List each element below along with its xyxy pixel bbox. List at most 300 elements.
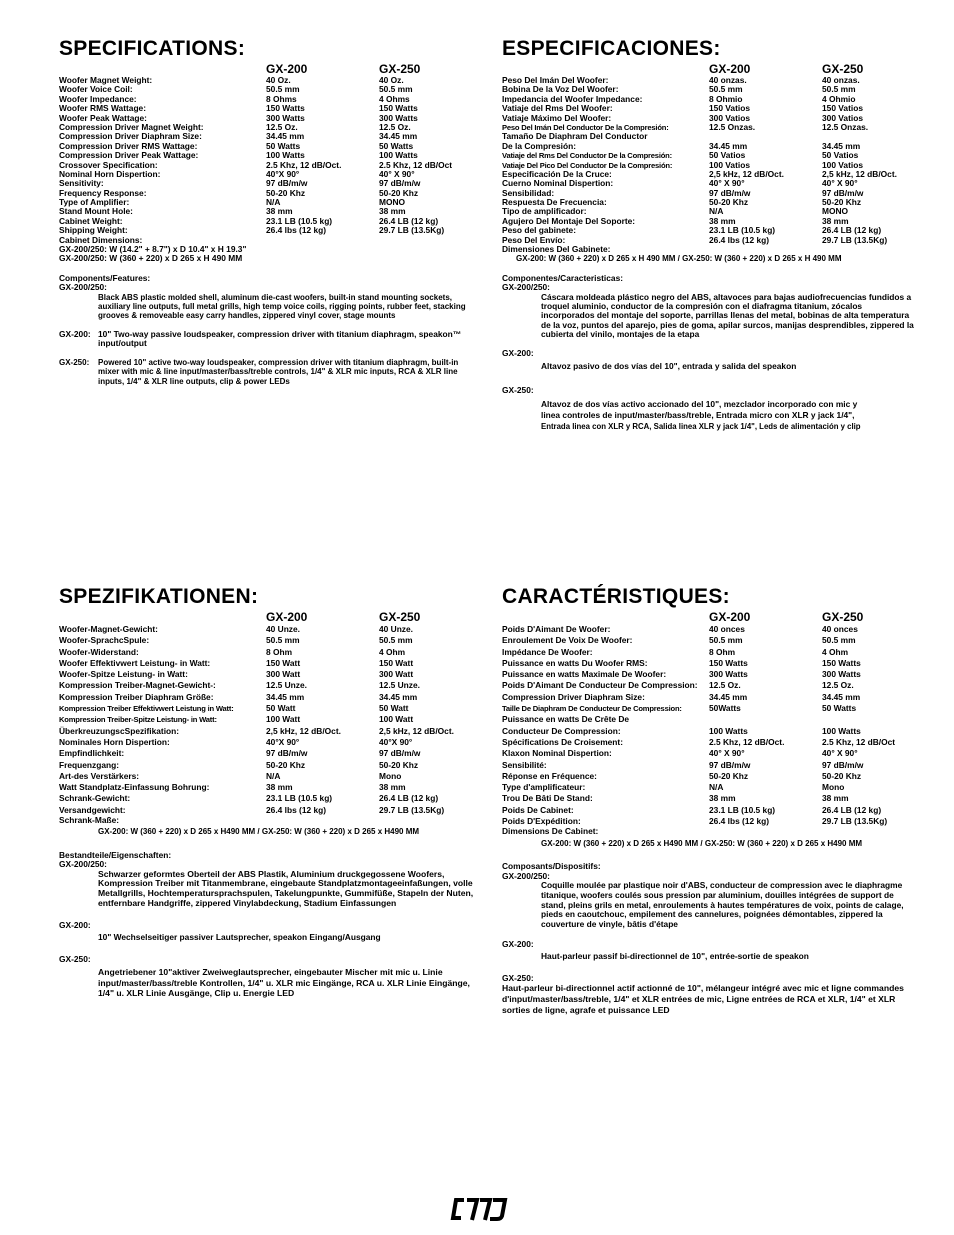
spec-value-gx250: 12.5 Unze. [379,680,420,691]
gx250-text: Haut-parleur bi-directionnel actif actionné de 10", mélangeur intégré avec mic et ligne commandes d'input/master/bass/treble, 1/4" et XLR entrées de mic, Ligne entrées de RCA et XLR, 1/4" et XLR sorties de ligne, agrafe et puissance LED [502,983,904,1016]
model-gx250: GX-250 [822,62,864,76]
spec-value-gx200: 50-20 Khz [709,770,749,781]
spec-label: Schrank-Gewicht: [59,793,131,804]
spec-value-gx200: 12.5 Unze. [266,680,307,691]
spec-value-gx250: 26.4 LB (12 kg) [379,215,439,226]
section-title: CARACTÉRISTIQUES: [502,585,730,608]
spec-value-gx200: 2.5 Khz, 12 dB/Oct. [266,159,342,170]
spec-label: Compression Driver Diaphram Size: [502,691,645,702]
spec-label: Especificación De la Cruce: [502,168,612,179]
model-header [59,62,474,76]
spec-label: Sensitivity: [59,178,104,189]
model-header [59,610,474,624]
spec-label: Tipo de amplificador: [502,206,587,217]
spec-value-gx250: 12.5 Onzas. [822,121,869,132]
spec-value-gx250: 29.7 LB (13.5Kg) [822,816,888,827]
gx250-text-line: Entrada linea con XLR y RCA, Salida linea XLR y jack 1/4", Leds de alimentación y clip [541,421,861,431]
gx200-text: Altavoz pasivo de dos vías del 10", entrada y salida del speakon [541,361,797,372]
spec-value-gx250: Mono [379,770,402,781]
spec-value-gx200: N/A [709,206,724,217]
components-label: Components/Features: [59,272,151,283]
spec-row [502,635,917,646]
spec-label: Enroulement De Voix De Woofer: [502,635,633,646]
spec-value-gx200: 8 Ohms [266,93,297,104]
spec-value-gx250: 12.5 Oz. [822,680,854,691]
spec-value-gx200: 26.4 lbs (12 kg) [709,234,770,245]
spec-value-gx250: 40° X 90° [822,178,858,189]
spec-rows [59,76,474,236]
spec-row [59,782,474,793]
spec-label: Frequenzgang: [59,759,120,770]
spec-value-gx250: 29.7 LB (13.5Kg) [822,234,888,245]
specs-german [59,584,474,999]
spec-value-gx250: 26.4 LB (12 kg) [822,804,882,815]
spec-label: Respuesta De Frecuencia: [502,197,607,208]
spec-value-gx250: 97 dB/m/w [379,748,421,759]
spec-rows [502,76,917,245]
spec-value-gx250: 29.7 LB (13.5Kg) [379,225,445,236]
spec-value-gx250: 300 Watts [379,112,418,123]
gx200-label: GX-200: [59,328,91,339]
spec-value-gx250: 97 dB/m/w [822,187,864,198]
spec-label: Woofer Impedance: [59,93,137,104]
spec-value-gx200: 2.5 Khz, 12 dB/Oct. [709,736,785,747]
spec-label: Sensibilité: [502,759,547,770]
spec-label: Woofer-Spitze Leistung- in Watt: [59,669,188,680]
spec-value-gx200: 50.5 mm [709,84,743,95]
spec-value-gx250: 40 onces [822,624,858,634]
spec-label: Cabinet Weight: [59,215,123,226]
spec-label: Stand Mount Hole: [59,206,133,217]
spec-label: Empfindlichkeit: [59,748,125,759]
spec-label: Cuerno Nominal Dispertion: [502,178,614,189]
spec-label: Réponse en Fréquence: [502,770,597,781]
spec-row [502,669,917,680]
spec-value-gx200: 300 Vatios [709,112,750,123]
spec-label: Trou De Bâti De Stand: [502,793,593,804]
spec-value-gx200: N/A [709,782,724,793]
spec-label: Poids D'Aimant De Woofer: [502,624,611,634]
model-gx200: GX-200 [709,610,751,624]
spec-label: Woofer-SprachcSpule: [59,635,150,646]
spec-value-gx250: 2.5 Khz, 12 dB/Oct [379,159,453,170]
spec-value-gx200: 40 onzas. [709,75,747,85]
spec-value-gx250: 40 Oz. [379,75,404,85]
spec-value-gx250: 50-20 Khz [379,759,419,770]
spec-value-gx200: 8 Ohmio [709,93,743,104]
spec-value-gx200: N/A [266,770,281,781]
gx250-text: Angetriebener 10"aktiver Zweiweglautsprecher, eingebauter Mischer mit mic u. Linie input/master/bass/treble Kontrollen, 1/4" u. XLR mic Eingänge, RCA u. XLR Linie Eingänge, 1/4" u. XLR Linie Ausgänge, Clip u. Energie LED [98,967,470,999]
spec-value-gx250: 26.4 LB (12 kg) [822,225,882,236]
spec-value-gx250: 50 Watts [379,140,414,151]
spec-value-gx250: 38 mm [822,215,849,226]
components-model: GX-200/250: [59,282,107,293]
spec-label: Woofer-Widerstand: [59,646,139,657]
spec-value-gx250: 4 Ohms [379,93,410,104]
spec-label: Kompression Treiber-Magnet-Gewicht-: [59,680,216,691]
spec-label: Impédance De Woofer: [502,646,593,657]
spec-value-gx200: 100 Watts [266,150,305,161]
gx200-text: 10" Wechselseitiger passiver Lautsprecher, speakon Eingang/Ausgang [98,932,381,943]
gx200-description [59,330,474,349]
spec-value-gx200: 50-20 Khz [266,759,306,770]
spec-value-gx250: 50.5 mm [379,635,413,646]
spec-value-gx250: 97 dB/m/w [822,759,864,770]
spec-label: Kompression Treiber-Spitze Leistung- in Watt: [59,715,217,725]
spec-value-gx250: 38 mm [379,206,406,217]
spec-value-gx200: 40° X 90° [709,748,745,759]
spec-label: Klaxon Nominal Dispertion: [502,748,612,759]
spec-value-gx200: 40° X 90° [709,178,745,189]
spec-row [502,658,917,669]
spec-row [502,737,917,748]
spec-value-gx250: 50 Watt [379,703,409,714]
spec-value-gx250: MONO [379,197,406,208]
spec-label: Type d'amplificateur: [502,782,586,793]
spec-label: Nominales Horn Dispertion: [59,736,170,747]
spec-label: Vatiaje del Rms Del Conductor De la Compresión: [502,151,672,161]
spec-value-gx250: 300 Vatios [822,112,863,123]
spec-label: Watt Standplatz-Einfassung Bohrung: [59,782,210,793]
spec-row [59,748,474,759]
spec-value-gx250: 50.5 mm [822,635,856,646]
spec-value-gx250: 2,5 kHz, 12 dB/Oct. [822,168,897,179]
spec-value-gx200: 40 onces [709,624,745,634]
spec-label: Impedancia del Woofer Impedance: [502,93,643,104]
spec-row [502,805,917,816]
model-header [502,62,917,76]
components-text: Black ABS plastic molded shell, aluminum die-cast woofers, built-in stand mounting sockets, auxiliary line outputs, full metal grills, high temp voice coils, rigging points, rubber feet, stacking grooves & removeable easy carry handles, zippered vinyl cover, stage mounts [98,292,466,321]
spec-row [59,624,474,635]
components-text: Schwarzer geformtes Oberteil der ABS Plastik, Aluminium druckgegossene Woofers, Kompression Treiber mit Titanmembrane, eingebaute Standplatzmontageeinfaßungen, volle Metallgrills, Hochtemperatursprachspulen, Takelungpunkte, Gummifüße, Stapeln der Nuten, entfernbare Handgriffe, zippered Vinylabdeckung, Stadium Einfassungen [98,868,474,909]
spec-value-gx200: 300 Watt [266,669,301,680]
spec-row [59,805,474,816]
spec-row [502,793,917,804]
spec-value-gx250: 34.45 mm [379,691,418,702]
spec-label: Woofer Effektivwert Leistung- in Watt: [59,657,211,668]
spec-value-gx200: 40°X 90° [266,168,300,179]
spec-label: Woofer RMS Wattage: [59,103,147,114]
spec-value-gx200: 97 dB/m/w [709,759,751,770]
spec-row [59,647,474,658]
gx200-label: GX-200: [502,938,534,949]
spec-value-gx200: 50 Vatios [709,150,746,161]
spec-row [502,714,917,725]
components-label: Bestandteile/Eigenschaften: [59,849,172,860]
spec-value-gx200: 50 Watt [266,703,296,714]
spec-value-gx250: 50 Watts [822,703,857,714]
spec-value-gx200: 50 Watts [266,140,301,151]
spec-value-gx200: 50.5 mm [266,635,300,646]
spec-label: Taille De Diaphram De Conducteur De Compression: [502,704,682,714]
spec-value-gx250: 100 Watt [379,714,414,725]
spec-row [59,771,474,782]
spec-label: Tamaño De Diaphram Del Conductor [502,131,648,142]
gx200-text: 10" Two-way passive loudspeaker, compression driver with titanium diaphragm, speakon™ input/output [98,328,462,349]
spec-label: ÜberkreuzungscSpezifikation: [59,725,180,736]
spec-value-gx250: 2.5 Khz, 12 dB/Oct [822,736,896,747]
spec-value-gx200: 40°X 90° [266,736,300,747]
spec-label: Woofer Magnet Weight: [59,75,153,85]
spec-value-gx250: 97 dB/m/w [379,178,421,189]
spec-value-gx200: 34.45 mm [266,131,305,142]
spec-row [502,748,917,759]
spec-label: Woofer Peak Wattage: [59,112,147,123]
spec-row [59,737,474,748]
gx250-label: GX-250: [59,357,90,367]
dims-value: GX-200: W (360 + 220) x D 265 x H490 MM / GX-250: W (360 + 220) x D 265 x H490 MM [98,827,420,837]
spec-value-gx200: 2,5 kHz, 12 dB/Oct. [266,725,341,736]
spec-value-gx200: 38 mm [266,782,293,793]
spec-value-gx250: 150 Watts [822,657,861,668]
dims-value: GX-200: W (360 + 220) x D 265 x H490 MM / GX-250: W (360 + 220) x D 265 x H490 MM [541,838,863,848]
spec-value-gx200: 50-20 Khz [709,197,749,208]
spec-row [59,680,474,691]
gx250-text-line: linea controles de input/master/bass/treble, Entrada micro con XLR y jack 1/4", [541,409,855,420]
spec-value-gx200: 26.4 lbs (12 kg) [709,816,770,827]
spec-value-gx200: 12.5 Oz. [709,680,741,691]
spec-row [59,635,474,646]
gx250-text [502,399,917,432]
spec-row [59,793,474,804]
spec-value-gx250: 40 Unze. [379,624,413,634]
spec-row [502,624,917,635]
spec-value-gx200: 100 Watts [709,725,748,736]
spec-value-gx200: 34.45 mm [266,691,305,702]
spec-value-gx250: Mono [822,782,845,793]
spec-row [502,647,917,658]
spec-value-gx250: 40° X 90° [379,168,415,179]
specs-french [502,584,917,1016]
spec-value-gx250: MONO [822,206,849,217]
spec-value-gx200: 100 Vatios [709,159,750,170]
spec-label: Peso Del Imán Del Conductor De la Compresión: [502,122,669,132]
spec-value-gx200: 150 Vatios [709,103,750,114]
spec-value-gx200: 34.45 mm [709,140,748,151]
spec-value-gx250: 4 Ohmio [822,93,856,104]
spec-value-gx200: 97 dB/m/w [266,748,308,759]
spec-label: De la Compresión: [502,140,576,151]
spec-value-gx250: 50.5 mm [379,84,413,95]
spec-value-gx250: 4 Ohm [379,646,406,657]
spec-value-gx200: 23.1 LB (10.5 kg) [709,225,776,236]
spec-value-gx250: 40 onzas. [822,75,860,85]
spec-label: Kompression Treiber Effektivwert Leistung in Watt: [59,704,234,714]
section-title: SPECIFICATIONS: [59,37,246,60]
gx200-label: GX-200: [59,919,91,930]
spec-rows [59,624,474,816]
spec-value-gx200: 23.1 LB (10.5 kg) [266,215,333,226]
spec-value-gx250: 300 Watt [379,669,414,680]
spec-label: Vatiaje Máximo Del Woofer: [502,112,612,123]
model-header [502,610,917,624]
spec-value-gx200: 97 dB/m/w [709,187,751,198]
model-gx200: GX-200 [709,62,751,76]
spec-value-gx200: 38 mm [709,793,736,804]
spec-value-gx200: 97 dB/m/w [266,178,308,189]
spec-row [59,669,474,680]
spec-value-gx250: 50 Vatios [822,150,859,161]
components-label: Componentes/Caracteristicas: [502,272,624,283]
components-label: Composants/Dispositifs: [502,861,601,872]
spec-value-gx250: 50-20 Khz [379,187,419,198]
spec-value-gx200: 50.5 mm [709,635,743,646]
gx250-label: GX-250: [502,972,534,983]
components-model: GX-200/250: [502,870,550,881]
dims-value-metric: GX-200/250: W (360 + 220) x D 265 x H 490 MM [59,253,243,264]
spec-value-gx250: 300 Watts [822,669,861,680]
spec-value-gx200: 23.1 LB (10.5 kg) [709,804,776,815]
spec-label: Vatiaje Del Pico Del Conductor De la Compresión: [502,160,673,170]
spec-label: Bobina De la Voz Del Woofer: [502,84,619,95]
model-gx250: GX-250 [379,62,421,76]
spec-row [59,692,474,703]
spec-value-gx250: 50-20 Khz [822,770,862,781]
spec-value-gx200: 40 Unze. [266,624,300,634]
spec-label: Compression Driver Magnet Weight: [59,121,204,132]
spec-value-gx250: 26.4 LB (12 kg) [379,793,439,804]
dims-label: Dimensions De Cabinet: [502,826,599,837]
spec-label: Peso Del Imán Del Woofer: [502,75,609,85]
spec-row [59,703,474,714]
spec-label: Compression Driver RMS Wattage: [59,140,198,151]
spec-row [502,680,917,691]
specs-english [59,36,474,386]
spec-label: Spécifications De Croisement: [502,736,624,747]
model-gx250: GX-250 [379,610,421,624]
section-title: SPEZIFIKATIONEN: [59,585,259,608]
spec-value-gx200: 38 mm [266,206,293,217]
spec-label: Vatiaje del Rms Del Woofer: [502,103,613,114]
spec-label: Kompression Treiber Diaphram Größe: [59,691,214,702]
dims-label: Cabinet Dimensions: [59,234,143,245]
spec-value-gx250: 38 mm [822,793,849,804]
spec-value-gx200: 26.4 lbs (12 kg) [266,804,327,815]
spec-label: Compression Driver Diaphram Size: [59,131,202,142]
spec-value-gx250: 34.45 mm [822,691,861,702]
gx250-text-line: Altavoz de dos vías activo accionado del 10", mezclador incorporado con mic y [541,398,858,409]
components-model: GX-200/250: [502,282,550,293]
spec-value-gx250: 100 Watts [822,725,861,736]
spec-row [59,726,474,737]
spec-value-gx250: 34.45 mm [822,140,861,151]
gx200-label: GX-200: [502,347,534,358]
spec-value-gx250: 34.45 mm [379,131,418,142]
spec-value-gx250: 2,5 kHz, 12 dB/Oct. [379,725,454,736]
spec-label: Nominal Horn Dispertion: [59,168,161,179]
spec-value-gx250: 38 mm [379,782,406,793]
spec-value-gx250: 100 Watts [379,150,418,161]
dims-label: Dimensiones Del Gabinete: [502,244,611,255]
spec-label: Puissance en watts Du Woofer RMS: [502,657,648,668]
spec-value-gx250: 12.5 Oz. [379,121,411,132]
spec-row [59,714,474,725]
spec-rows [502,624,917,827]
spec-value-gx200: 2,5 kHz, 12 dB/Oct. [709,168,784,179]
spec-value-gx200: 50-20 Khz [266,187,306,198]
spec-row [502,236,917,245]
spec-label: Poids D'Aimant De Conducteur De Compression: [502,680,698,691]
spec-value-gx200: 300 Watts [709,669,748,680]
spec-label: Compression Driver Peak Wattage: [59,150,199,161]
spec-value-gx200: 40 Oz. [266,75,291,85]
spec-label: Shipping Weight: [59,225,128,236]
spec-value-gx200: 8 Ohm [266,646,293,657]
spec-row [502,726,917,737]
gx250-label: GX-250: [502,384,534,395]
spec-label: Conducteur De Compression: [502,725,621,736]
spec-value-gx200: 38 mm [709,215,736,226]
brand-logo-icon [450,1196,510,1222]
spec-label: Peso del gabinete: [502,225,576,236]
spec-value-gx200: 50.5 mm [266,84,300,95]
spec-value-gx250: 150 Watts [379,103,418,114]
model-gx200: GX-200 [266,62,308,76]
spec-value-gx200: 23.1 LB (10.5 kg) [266,793,333,804]
spec-value-gx250: 150 Watt [379,657,414,668]
spec-row [59,760,474,771]
spec-value-gx250: 40°X 90° [379,736,413,747]
dims-label: Schrank-Maße: [59,815,120,826]
spec-row [502,816,917,827]
spec-value-gx200: 150 Watt [266,657,301,668]
specs-spanish [502,36,917,432]
section-title: ESPECIFICACIONES: [502,37,721,60]
spec-row [59,658,474,669]
spec-row [502,703,917,714]
spec-value-gx200: 26.4 lbs (12 kg) [266,225,327,236]
spec-value-gx250: 50.5 mm [822,84,856,95]
spec-label: Crossover Specification: [59,159,158,170]
model-gx250: GX-250 [822,610,864,624]
spec-value-gx250: 50-20 Khz [822,197,862,208]
spec-value-gx250: 4 Ohm [822,646,849,657]
spec-row [502,692,917,703]
spec-value-gx250: 40° X 90° [822,748,858,759]
spec-label: Art-des Verstärkers: [59,770,140,781]
spec-label: Peso Del Envío: [502,234,566,245]
spec-value-gx250: 150 Vatios [822,103,863,114]
spec-value-gx200: 50Watts [709,703,741,714]
spec-label: Woofer Voice Coil: [59,84,133,95]
gx200-text: Haut-parleur passif bi-directionnel de 10", entrée-sortie de speakon [541,951,809,962]
spec-row [59,226,474,235]
components-model: GX-200/250: [59,859,107,870]
components-text: Coquille moulée par plastique noir d'ABS, conducteur de compression avec le diaphragme titanique, woofers coulés sous pression par aluminium, douilles intégrées de support de stand, pleins grils en metal, enroulements à hautes températures de voix, points de calage, pieds en caoutchouc, empilement des cannelures, poignées démontables, zippered la couverture de vinyle, bâtis d'étape [541,879,904,930]
spec-label: Type of Amplifier: [59,197,130,208]
dims-value: GX-200/250: W (14.2" + 8.7") x D 10.4" x H 19.3" [59,244,247,255]
components-text: Cáscara moldeada plástico negro del ABS, altavoces para bajas audiofrecuencias fundidos a troquel aluminio, conductor de la compresión con el diafragma titanium, zócalos incorporados del montaje del soporte, parrillas llenas del metal, bobinas de alta temperatura de la voz, puntos del aparejo, pies de goma, apilar surcos, manijas desprendibles, zippered la cubierta del vinilo, montajes de la etapa [541,291,914,340]
spec-value-gx200: 12.5 Oz. [266,121,298,132]
spec-label: Puissance en watts Maximale De Woofer: [502,669,667,680]
spec-value-gx250: 29.7 LB (13.5Kg) [379,804,445,815]
spec-label: Sensibilidad: [502,187,555,198]
spec-label: Woofer-Magnet-Gewicht: [59,624,158,634]
spec-value-gx200: 34.45 mm [709,691,748,702]
spec-row [502,782,917,793]
gx250-label: GX-250: [59,953,91,964]
dims-value: GX-200: W (360 + 220) x D 265 x H 490 MM / GX-250: W (360 + 220) x D 265 x H 490 MM [516,254,842,264]
spec-label: Puissance en watts De Crête De [502,714,630,725]
spec-value-gx200: N/A [266,197,281,208]
spec-row [502,771,917,782]
spec-value-gx200: 12.5 Onzas. [709,121,756,132]
spec-value-gx200: 8 Ohm [709,646,736,657]
spec-value-gx200: 150 Watts [266,103,305,114]
spec-label: Versandgewicht: [59,804,126,815]
spec-label: Agujero Del Montaje Del Soporte: [502,215,636,226]
spec-value-gx250: 100 Vatios [822,159,863,170]
